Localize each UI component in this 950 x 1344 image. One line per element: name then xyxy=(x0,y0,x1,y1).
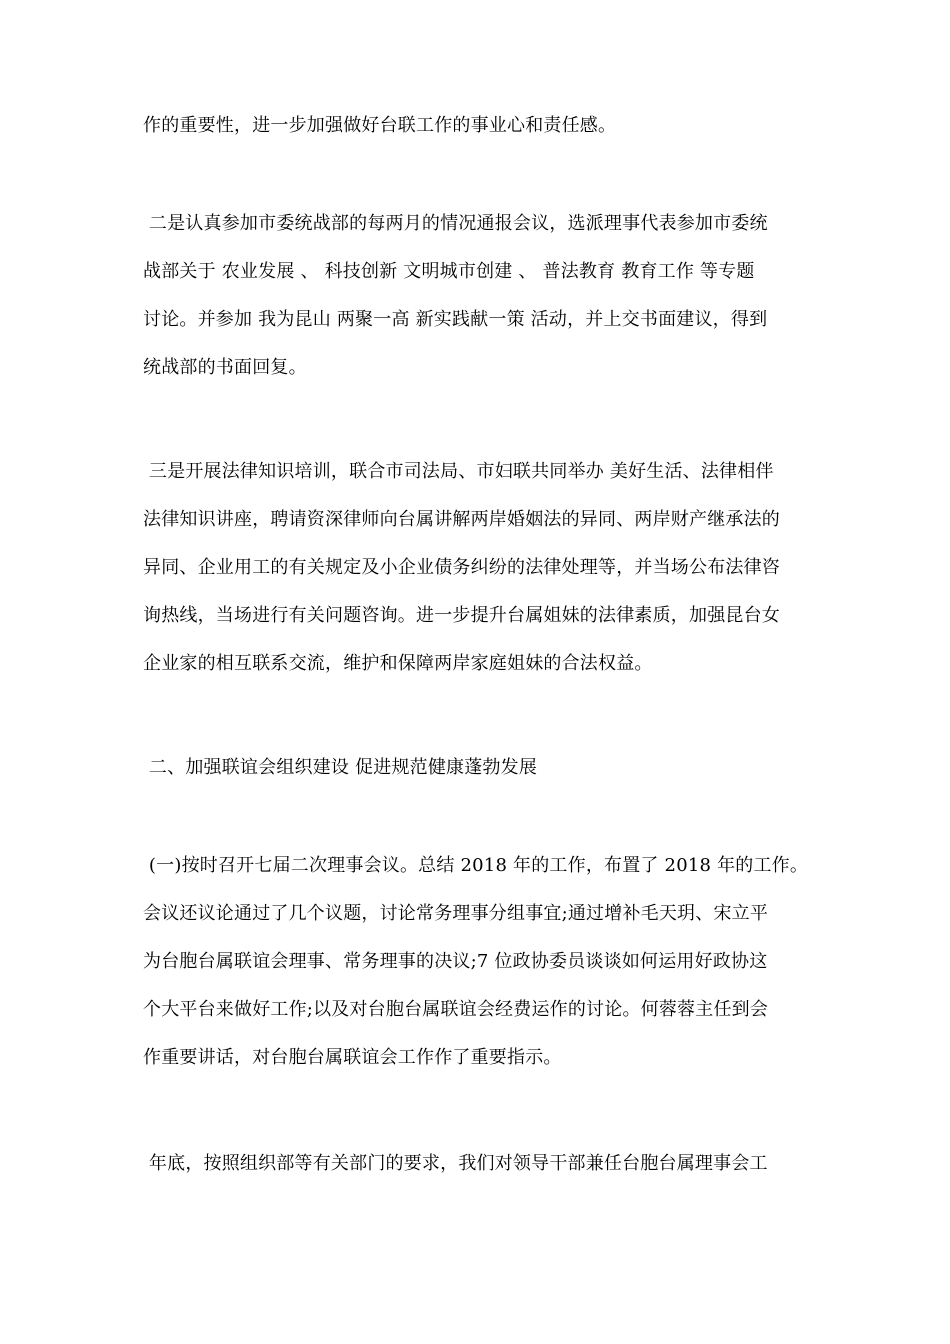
text-line: 法律知识讲座，聘请资深律师向台属讲解两岸婚姻法的异同、两岸财产继承法的 xyxy=(143,509,780,530)
text-line: 二、加强联谊会组织建设 促进规范健康蓬勃发展 xyxy=(143,757,538,778)
text-line: 异同、企业用工的有关规定及小企业债务纠纷的法律处理等，并当场公布法律咨 xyxy=(143,557,780,578)
text-line: 为台胞台属联谊会理事、常务理事的决议;7 位政协委员谈谈如何运用好政协这 xyxy=(143,951,768,972)
text-line: 会议还议论通过了几个议题，讨论常务理事分组事宜;通过增补毛天玥、宋立平 xyxy=(143,903,769,924)
text-line: 询热线，当场进行有关问题咨询。进一步提升台属姐妹的法律素质，加强昆台女 xyxy=(143,605,780,626)
section-heading xyxy=(143,744,811,792)
paragraph-6 xyxy=(143,1140,811,1188)
text-line: 二是认真参加市委统战部的每两月的情况通报会议，选派理事代表参加市委统 xyxy=(143,213,768,234)
text-line: 企业家的相互联系交流，维护和保障两岸家庭姐妹的合法权益。 xyxy=(143,653,653,674)
text-line: 个大平台来做好工作;以及对台胞台属联谊会经费运作的讨论。何蓉蓉主任到会 xyxy=(143,999,769,1020)
text-line: 统战部的书面回复。 xyxy=(143,357,307,378)
text-line: 年底，按照组织部等有关部门的要求，我们对领导干部兼任台胞台属理事会工 xyxy=(143,1153,768,1174)
text-line: 讨论。并参加 我为昆山 两聚一高 新实践献一策 活动，并上交书面建议，得到 xyxy=(143,309,768,330)
text-line: 作的重要性，进一步加强做好台联工作的事业心和责任感。 xyxy=(143,115,617,136)
text-line: 战部关于 农业发展 、 科技创新 文明城市创建 、 普法教育 教育工作 等专题 xyxy=(143,261,755,282)
text-line: (一)按时召开七届二次理事会议。总结 2018 年的工作，布置了 2018 年的工作。 xyxy=(143,855,809,876)
paragraph-5 xyxy=(143,842,811,1082)
paragraph-2 xyxy=(143,200,811,392)
text-line: 三是开展法律知识培训，联合市司法局、市妇联共同举办 美好生活、法律相伴 xyxy=(143,461,774,482)
paragraph-3 xyxy=(143,448,811,688)
text-line: 作重要讲话，对台胞台属联谊会工作作了重要指示。 xyxy=(143,1047,562,1068)
paragraph-1 xyxy=(143,102,811,150)
